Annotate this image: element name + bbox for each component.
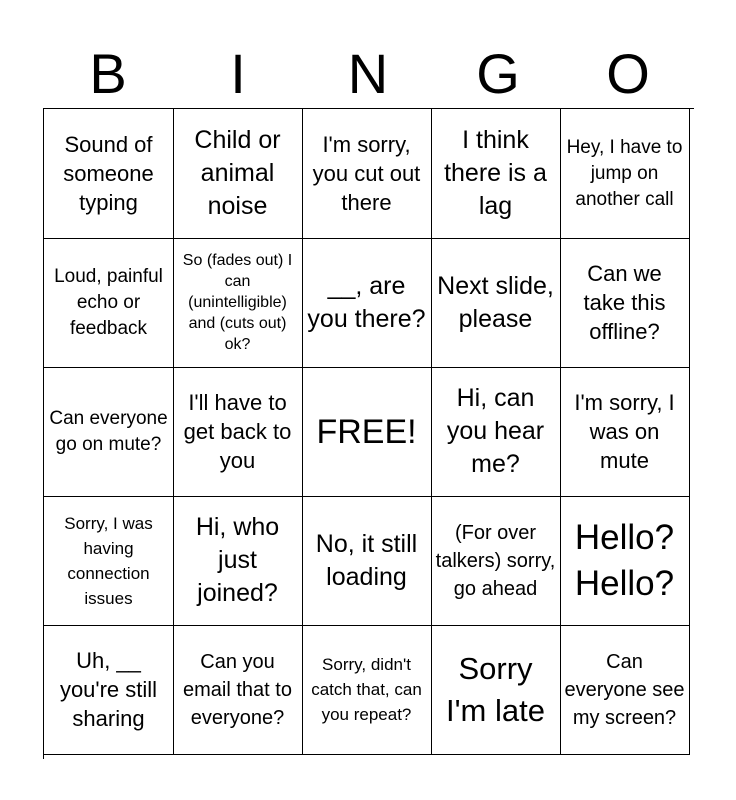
bingo-cell-text: FREE! xyxy=(316,412,417,451)
bingo-board xyxy=(43,108,694,759)
bingo-cell[interactable] xyxy=(431,367,561,497)
bingo-cell[interactable] xyxy=(173,238,303,368)
bingo-cell[interactable] xyxy=(431,625,561,755)
bingo-cell-text: Child or animal noise xyxy=(194,126,281,220)
bingo-cell[interactable] xyxy=(431,238,561,368)
bingo-cell[interactable] xyxy=(44,238,174,368)
bingo-cell[interactable] xyxy=(173,109,303,239)
bingo-cell-text: Uh, __ you're still sharing xyxy=(59,648,158,731)
bingo-cell[interactable] xyxy=(560,496,690,626)
bingo-cell[interactable] xyxy=(173,496,303,626)
bingo-cell-text: Sorry I'm late xyxy=(446,650,545,728)
bingo-cell-text: Next slide, please xyxy=(437,271,554,333)
bingo-cell-text: Can everyone go on mute? xyxy=(49,407,168,455)
bingo-cell-text: I think there is a lag xyxy=(444,126,547,220)
bingo-cell[interactable] xyxy=(44,496,174,626)
bingo-cell[interactable] xyxy=(44,625,174,755)
bingo-cell-text: Can we take this offline? xyxy=(583,261,666,344)
bingo-cell[interactable] xyxy=(560,238,690,368)
bingo-cell[interactable] xyxy=(302,496,432,626)
bingo-cell-text: (For over talkers) sorry, go ahead xyxy=(435,521,556,600)
bingo-cell-text: Loud, painful echo or feedback xyxy=(54,265,163,339)
bingo-cell-text: I'm sorry, you cut out there xyxy=(312,132,421,215)
bingo-cell-text: So (fades out) I can (unintelligible) and (cuts out) ok? xyxy=(182,252,293,353)
bingo-free-cell[interactable] xyxy=(302,367,432,497)
bingo-cell-text: Sorry, I was having connection issues xyxy=(64,513,153,608)
bingo-cell-text: Can everyone see my screen? xyxy=(564,650,685,729)
bingo-cell[interactable] xyxy=(431,496,561,626)
bingo-cell-text: Hi, can you hear me? xyxy=(446,384,545,478)
bingo-cell-text: Hey, I have to jump on another call xyxy=(566,136,683,210)
bingo-cell-text: Hello? Hello? xyxy=(574,517,675,603)
bingo-cell[interactable] xyxy=(302,109,432,239)
header-letter-b: B xyxy=(89,42,127,105)
bingo-cell[interactable] xyxy=(560,109,690,239)
bingo-cell[interactable] xyxy=(44,367,174,497)
bingo-cell[interactable] xyxy=(560,367,690,497)
bingo-cell-text: __, are you there? xyxy=(307,271,426,333)
header-letter-i: I xyxy=(230,42,246,105)
bingo-cell-text: Hi, who just joined? xyxy=(195,513,280,607)
bingo-cell-text: Sorry, didn't catch that, can you repeat? xyxy=(311,655,422,724)
bingo-cell[interactable] xyxy=(431,109,561,239)
header-letter-o: O xyxy=(606,42,650,105)
bingo-cell[interactable] xyxy=(560,625,690,755)
bingo-cell-text: I'm sorry, I was on mute xyxy=(574,390,675,473)
header-letter-g: G xyxy=(476,42,520,105)
bingo-cell-text: I'll have to get back to you xyxy=(183,390,292,473)
bingo-cell-text: Can you email that to everyone? xyxy=(183,650,292,729)
bingo-header xyxy=(43,40,693,108)
header-letter-n: N xyxy=(347,42,389,105)
bingo-cell-text: Sound of someone typing xyxy=(63,132,154,215)
bingo-cell-text: No, it still loading xyxy=(315,529,418,591)
bingo-cell[interactable] xyxy=(173,625,303,755)
bingo-cell[interactable] xyxy=(44,109,174,239)
bingo-cell[interactable] xyxy=(302,238,432,368)
bingo-cell[interactable] xyxy=(173,367,303,497)
bingo-cell[interactable] xyxy=(302,625,432,755)
